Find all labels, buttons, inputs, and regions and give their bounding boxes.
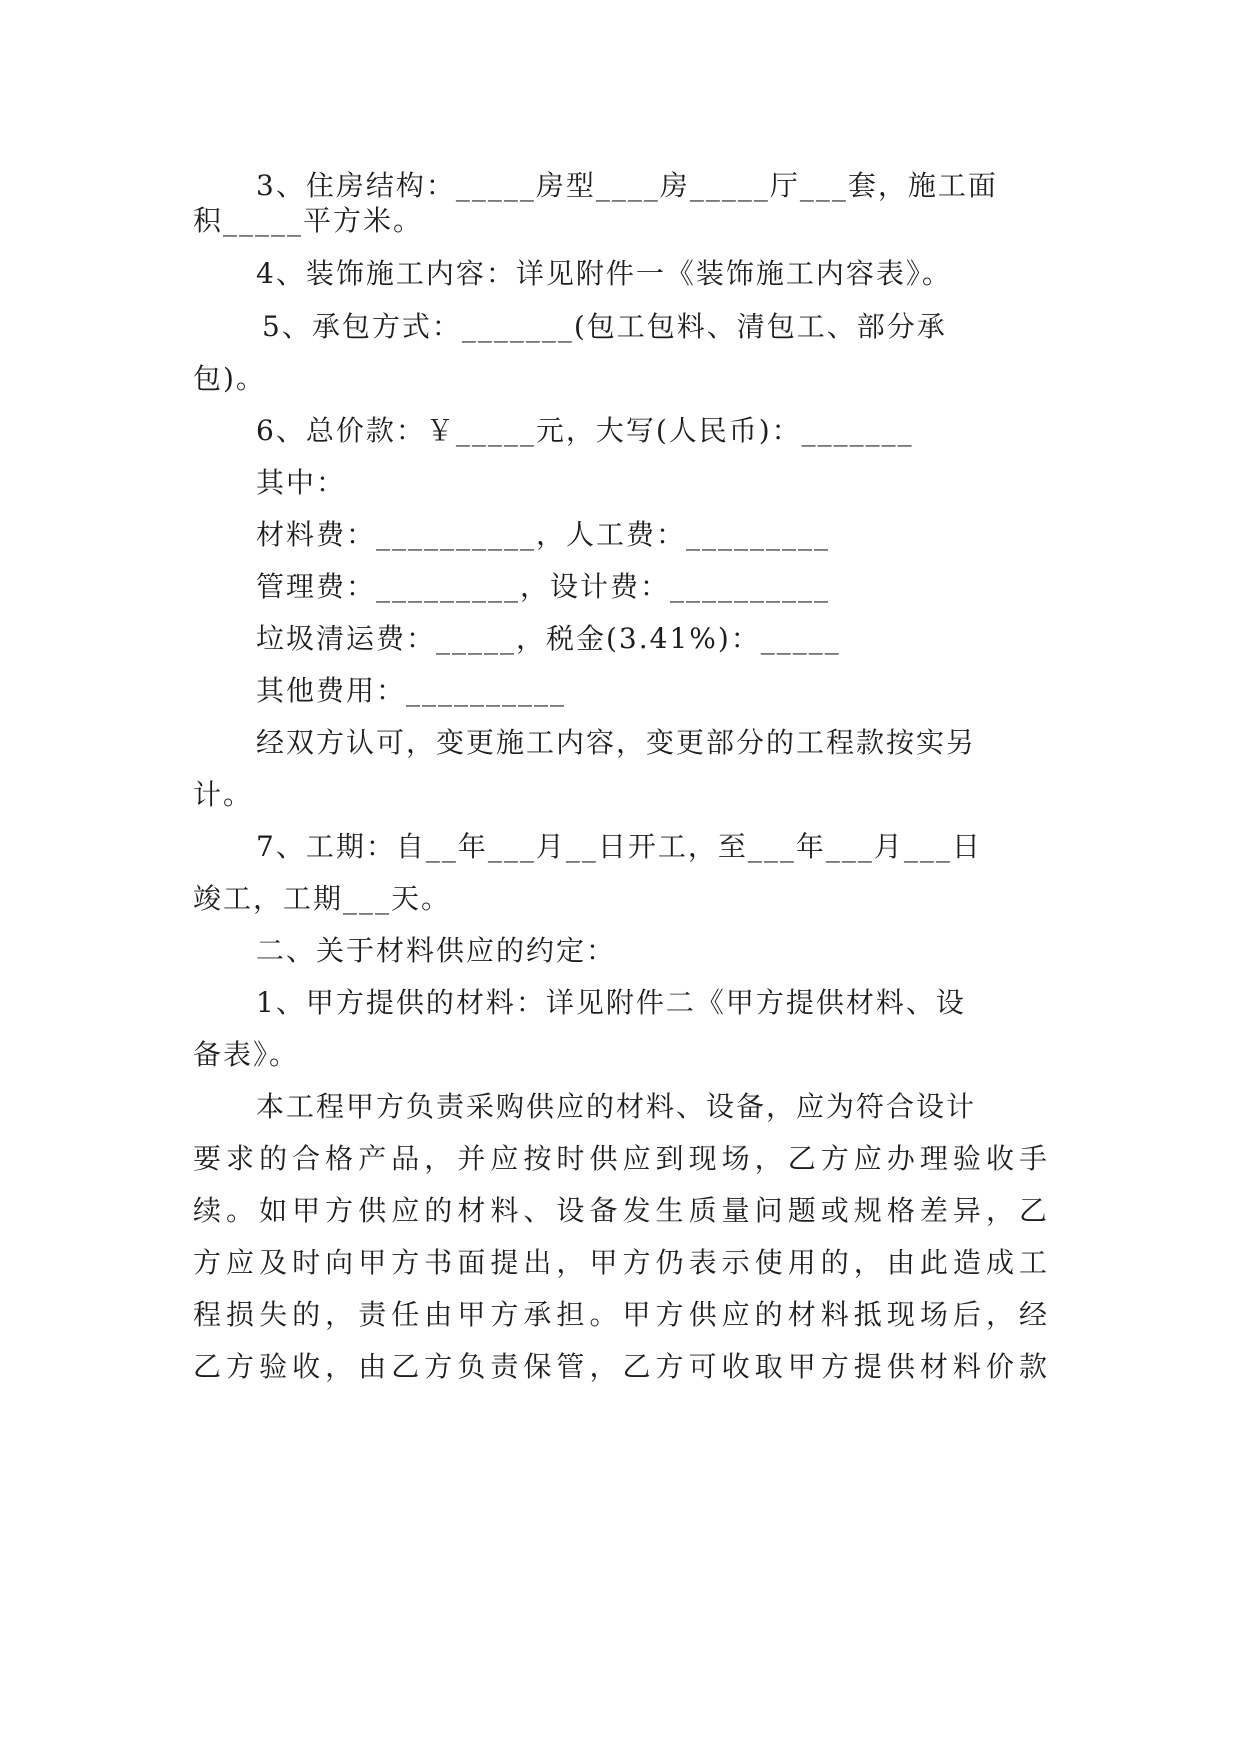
line-material-labor-fee: 材料费：__________，人工费：_________: [256, 518, 831, 551]
line-area: 积_____平方米。: [193, 204, 424, 237]
line-housing-structure: 3、住房结构：_____房型____房_____厅___套，施工面: [256, 169, 998, 202]
line-party-a-materials: 1、甲方提供的材料：详见附件二《甲方提供材料、设: [256, 986, 966, 1019]
paragraph-line: 本工程甲方负责采购供应的材料、设备，应为符合设计: [256, 1090, 977, 1123]
line-contract-method: 5、承包方式：_______(包工包料、清包工、部分承: [262, 310, 947, 343]
paragraph-line: 要求的合格产品，并应按时供应到现场，乙方应办理验收手: [193, 1142, 1049, 1175]
line-contract-method-cont: 包)。: [193, 362, 266, 395]
line-waste-tax-fee: 垃圾清运费：_____，税金(3.41%)：_____: [256, 622, 841, 655]
paragraph-line: 程损失的，责任由甲方承担。甲方供应的材料抵现场后，经: [193, 1298, 1049, 1331]
paragraph-line: 方应及时向甲方书面提出，甲方仍表示使用的，由此造成工: [193, 1246, 1049, 1279]
line-total-price: 6、总价款：￥_____元，大写(人民币)：_______: [256, 414, 914, 447]
line-management-design-fee: 管理费：_________，设计费：__________: [256, 570, 831, 603]
line-other-fee: 其他费用：__________: [256, 674, 567, 707]
paragraph-line: 乙方验收，由乙方负责保管，乙方可收取甲方提供材料价款: [193, 1350, 1049, 1383]
section-heading-materials: 二、关于材料供应的约定：: [256, 934, 617, 967]
line-construction-content: 4、装饰施工内容：详见附件一《装饰施工内容表》。: [256, 257, 952, 290]
paragraph-line: 续。如甲方供应的材料、设备发生质量问题或规格差异，乙: [193, 1194, 1049, 1227]
line-of-which: 其中：: [256, 466, 347, 499]
line-party-a-materials-cont: 备表》。: [193, 1038, 300, 1071]
line-change-clause-cont: 计。: [193, 778, 254, 811]
line-change-clause: 经双方认可，变更施工内容，变更部分的工程款按实另: [256, 726, 977, 759]
line-schedule-cont: 竣工，工期___天。: [193, 882, 452, 915]
line-schedule: 7、工期：自__年___月__日开工，至___年___月___日: [256, 830, 982, 863]
